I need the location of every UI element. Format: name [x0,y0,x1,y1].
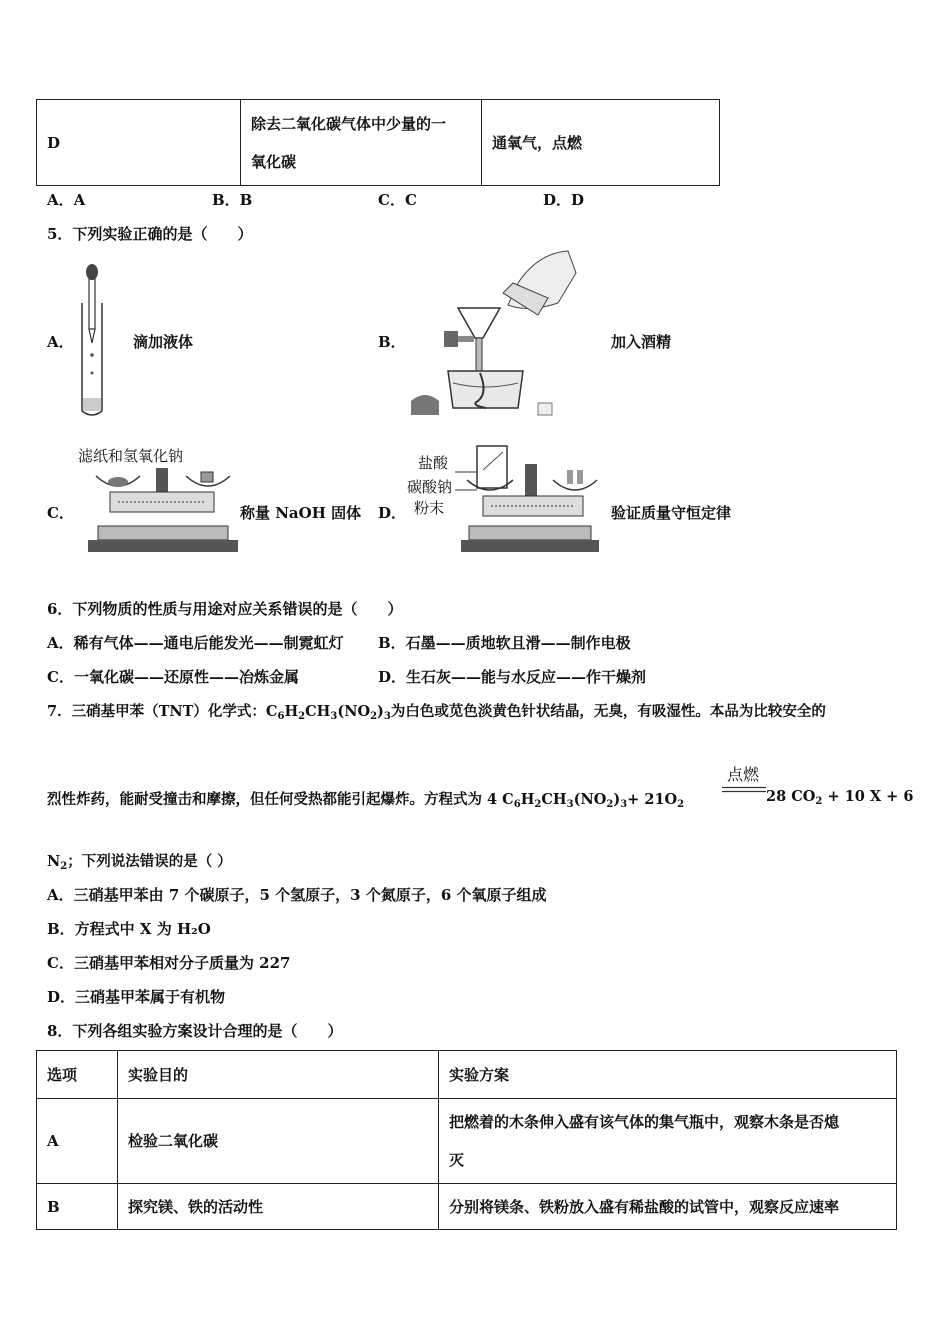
q5-option-b-label: 加入酒精 [611,333,672,351]
q8-row-a-option: A [37,1099,118,1184]
q5-stem: 5．下列实验正确的是（ ） [47,225,253,243]
q7-option-d: D．三硝基甲苯属于有机物 [47,988,226,1006]
table-header-row [37,1051,897,1099]
q7-line2-mid: + 21O [627,791,678,808]
q8-row-b-purpose: 探究镁、铁的活动性 [118,1184,439,1230]
q8-row-a-method [439,1099,897,1184]
q8-header-purpose: 实验目的 [118,1051,439,1099]
q8-stem: 8．下列各组实验方案设计合理的是（ ） [47,1022,343,1040]
q7-line1-end: 为白色或苋色淡黄色针状结晶，无臭，有吸湿性。本品为比较安全的 [390,703,826,720]
q7-option-c: C．三硝基甲苯相对分子质量为 227 [47,954,291,972]
q8-row-b-method: 分别将镁条、铁粉放入盛有稀盐酸的试管中，观察反应速率 [439,1184,897,1230]
q8-header-method: 实验方案 [439,1051,897,1099]
q5-d-label-hcl: 盐酸 [418,454,449,472]
table-row [37,1099,897,1184]
q6-stem: 6．下列物质的性质与用途对应关系错误的是（ ） [47,600,403,618]
q8-row-b-option: B [37,1184,118,1230]
q4-purpose-line1: 除去二氧化碳气体中少量的一 [251,114,447,133]
q6-option-c: C．一氧化碳——还原性——冶炼金属 [47,668,299,686]
alcohol-lamp-funnel-diagram [408,243,578,421]
q7-line1: 7．三硝基甲苯（TNT）化学式：$C_6H_2CH_3(NO_2)_3$为白色或苋色淡黄色针状结晶，无臭，有吸湿性。本品为比较安全的 [47,703,826,722]
q4-answer-c: C．C [378,191,417,209]
q7-line2-start: 烈性炸药，能耐受撞击和摩擦，但任何受热都能引起爆炸。方程式为 4 C [47,791,514,808]
q4-answer-b: B．B [212,191,253,209]
q8-table [36,1050,897,1230]
q6-option-a: A．稀有气体——通电后能发光——制霓虹灯 [47,634,344,652]
q4-answer-a: A．A [47,191,86,209]
q7-line2-tail: + 10 X + 6 [827,788,914,805]
q5-option-d-letter: D． [378,504,407,522]
q8-row-a-method-line2: 灭 [449,1151,465,1169]
q7-line1-start: 7．三硝基甲苯（TNT）化学式：C [47,703,278,720]
q6-option-b: B．石墨——质地软且滑——制作电极 [378,634,631,652]
q7-option-b: B．方程式中 X 为 H₂O [47,920,211,938]
q5-option-a-label: 滴加液体 [133,333,194,351]
q4-cell-method: 通氧气，点燃 [482,100,720,186]
q5-d-label-na2co3: 碳酸钠 [407,478,453,496]
table-row [37,100,720,186]
q7-reaction-condition: 点燃 [727,765,760,784]
table-row [37,1184,897,1230]
q5-option-d-label: 验证质量守恒定律 [611,504,732,522]
q5-option-c-label: 称量 NaOH 固体 [240,504,362,522]
q7-line2: 烈性炸药，能耐受撞击和摩擦，但任何受热都能引起爆炸。方程式为 4 $C_6H_2CH_3(NO_2)_3+ 21O_2$ [47,791,685,810]
q5-d-label-powder: 粉末 [414,499,445,517]
q7-line2-products: 28 $CO_2 + 10$ X + 6 [766,788,914,807]
q4-answer-d: D．D [543,191,585,209]
q7-n2: N [47,853,61,870]
q8-header-option: 选项 [37,1051,118,1099]
q4-purpose-line2: 氧化碳 [251,152,297,171]
dropper-test-tube-diagram [72,263,112,418]
q7-line3-rest: ；下列说法错误的是（ ） [67,853,232,870]
q5-c-diagram-label: 滤纸和氢氧化钠 [78,447,184,465]
q8-row-a-purpose: 检验二氧化碳 [118,1099,439,1184]
q4-cell-option: D [37,100,241,186]
q4-cell-purpose [241,100,482,186]
q7-line3: $N_2$；下列说法错误的是（ ） [47,853,232,872]
balance-mass-conservation-diagram [455,440,605,555]
q4-table [36,99,720,186]
reaction-equals-sign [722,786,766,794]
q5-option-a-letter: A． [47,333,74,351]
q7-co2: 28 CO [766,788,816,805]
q8-row-a-method-line1: 把燃着的木条伸入盛有该气体的集气瓶中，观察木条是否熄 [449,1113,840,1131]
q5-option-b-letter: B． [378,333,406,351]
q5-option-c-letter: C． [47,504,74,522]
q6-option-d: D．生石灰——能与水反应——作干燥剂 [378,668,647,686]
q7-option-a: A．三硝基甲苯由 7 个碳原子，5 个氢原子，3 个氮原子，6 个氧原子组成 [47,886,547,904]
balance-naoh-diagram [88,466,238,558]
